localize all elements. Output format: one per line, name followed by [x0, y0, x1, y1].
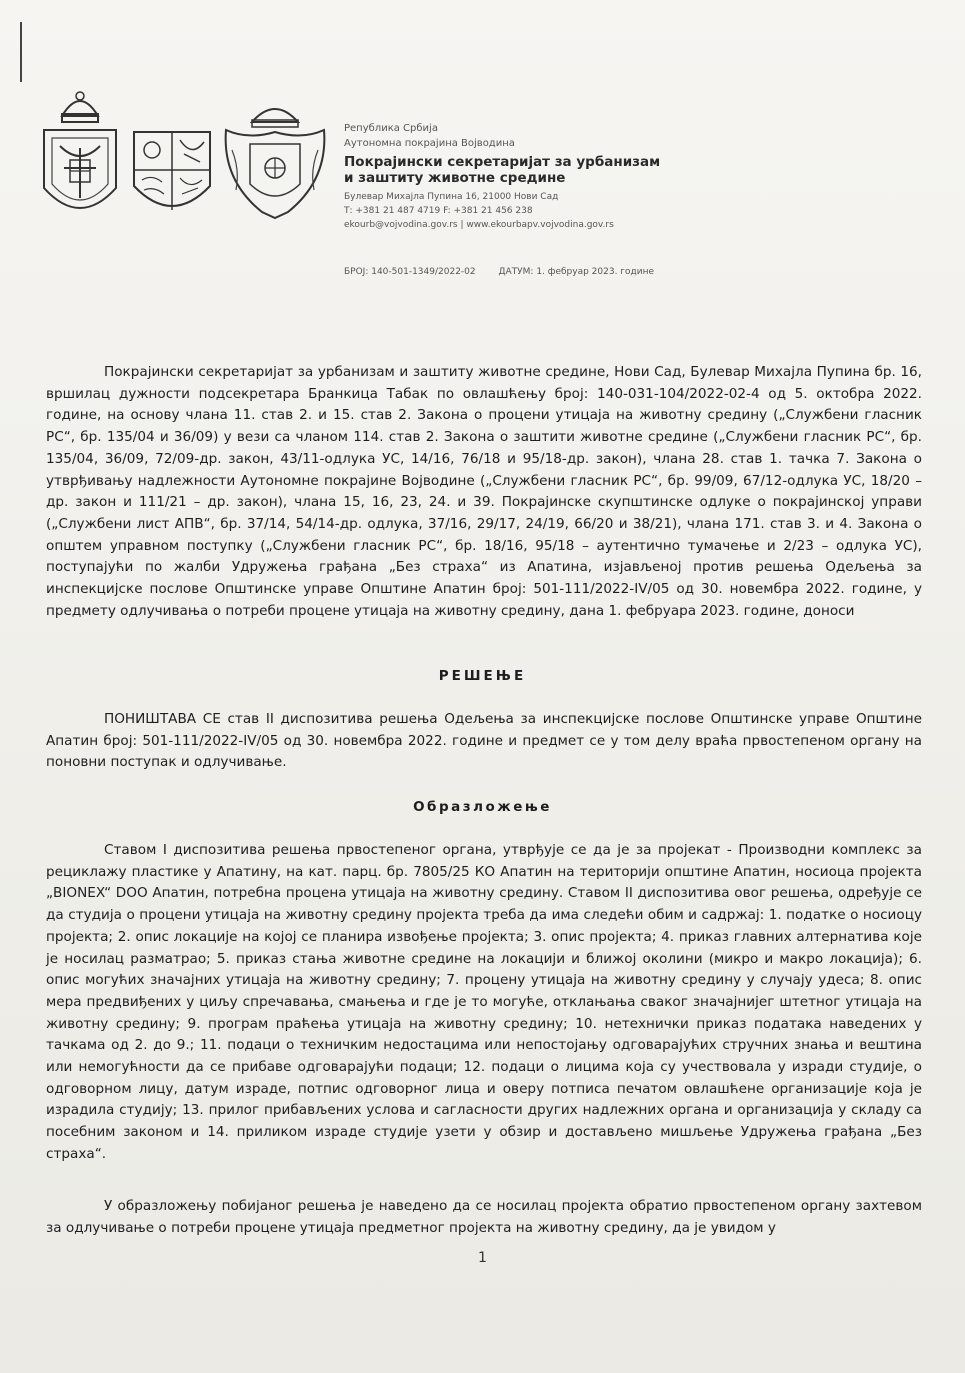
- province-line: Аутономна покрајина Војводина: [344, 138, 515, 149]
- document-number: БРОЈ: 140-501-1349/2022-02: [344, 267, 476, 277]
- institution-phone: Т: +381 21 487 4719 F: +381 21 456 238: [344, 206, 533, 216]
- page-edge-mark: [20, 22, 22, 82]
- reasoning-paragraph-1: Ставом I диспозитива решења првостепеног органа, утврђује се да је за пројекат - Производни комплекс за рециклажу пластике у Апатину, на кат. парц. бр. 7805/25 КО Апатин на територији општине Апатин, носиоца пројекта „BIONEX“ DOO Апатин, потребна процена утицаја на животну средину. Ставом II диспозитива овог решења, одређује се да студија о процени утицаја на животну средину пројекта треба да има следећи обим и садржај: 1. податке о носиоцу пројекта; 2. опис локације на којој се планира извођење пројекта; 3. опис пројекта; 4. приказ главних алтернатива које је носилац разматрао; 5. приказ стања животне средине на локацији и ближој околини (микро и макро локација); 6. опис могућих значајних утицаја на животну средину; 7. процену утицаја на животну средину у случају удеса; 8. опис мера предвиђених у циљу спречавања, смањења и где је то могуће, отклањања сваког значајнијег штетног утицаја на животну средину; 9. програм праћења утицаја на животну средину; 10. нетехнички приказ података наведених у тачкама од 2. до 9.; 11. подаци о техничким недостацима или непостојању одговарајућих стручних знања и вештина или немогућности да се прибаве одговарајући подаци; 12. подаци о лицима која су учествовала у изради студије, о одговорном лицу, датум израде, потпис одговорног лица и оверу потписа печатом овлашћене организације која је израдила студију; 13. прилог прибављених услова и сагласности других надлежних органа и организација у складу са посебним законом и 14. приликом израде студије узети у обзир и достављено мишљење Удружења грађана „Без страха“.: [46, 842, 922, 1162]
- country-line: Република Србија: [344, 123, 438, 134]
- reasoning-paragraph-2: У образложењу побијаног решења је наведено да се носилац пројекта обратио првостепеном органу захтевом за одлучивање о потреби процене утицаја предметног пројекта на животну средину, да је увидом у: [46, 1198, 922, 1236]
- institution-contact: ekourb@vojvodina.gov.rs | www.ekourbapv.vojvodina.gov.rs: [344, 220, 614, 230]
- decision-paragraph: ПОНИШТАВА СЕ став II диспозитива решења Одељења за инспекцијске послове Општинске управе Општине Апатин број: 501-111/2022-IV/05 од 30. новембра 2022. године и предмет се у том делу враћа првостепеном органу на поновни поступак и одлучивање.: [46, 711, 922, 771]
- document-date: ДАТУМ: 1. фебруар 2023. године: [498, 267, 655, 277]
- serbia-coat-of-arms-icon: [40, 88, 120, 228]
- institution-title-line1: Покрајински секретаријат за урбанизам: [344, 154, 661, 170]
- decision-heading: РЕШЕЊЕ: [438, 668, 527, 684]
- reasoning-heading: Образложење: [413, 799, 552, 815]
- coat-of-arms-group: [40, 88, 330, 228]
- province-crowned-arms-icon: [222, 100, 328, 220]
- institution-title-line2: и заштиту животне средине: [344, 170, 566, 186]
- document-reference: [344, 267, 674, 277]
- institution-address: Булевар Михајла Пупина 16, 21000 Нови Сад: [344, 192, 559, 202]
- letterhead: [344, 121, 904, 232]
- page-number: 1: [478, 1250, 487, 1266]
- vojvodina-coat-of-arms-icon: [132, 130, 212, 220]
- intro-paragraph: Покрајински секретаријат за урбанизам и заштиту животне средине, Нови Сад, Булевар Михајла Пупина бр. 16, вршилац дужности подсекретара Бранкица Табак по овлашћењу број: 140-031-104/2022-02-4 од 5. октобра 2022. године, на основу члана 11. став 2. и 15. став 2. Закона о процени утицаја на животну средину („Службени гласник РС“, бр. 135/04 и 36/09) у вези са чланом 114. став 2. Закона о заштити животне средине („Службени гласник РС“, бр. 135/04, 36/09, 72/09-др. закон, 43/11-одлука УС, 14/16, 76/18 и 95/18-др. закон), члана 28. став 1. тачка 7. Закона о утврђивању надлежности Аутономне покрајине Војводине („Службени гласник РС“, бр. 99/09, 67/12-одлука УС, 18/20 – др. закон и 111/21 – др. закон), члана 15, 16, 23, 24. и 39. Покрајинске скупштинске одлуке о покрајинској управи („Службени лист АПВ“, бр. 37/14, 54/14-др. одлука, 37/16, 29/17, 24/19, 66/20 и 38/21), члана 171. став 3. и 4. Закона о општем управном поступку („Службени гласник РС“, бр. 18/16, 95/18 – аутентично тумачење и 2/23 – одлука УС), поступајући по жалби Удружења грађана „Без страха“ из Апатина, изјављеној против решења Одељења за инспекцијске послове Општинске управе Општине Апатин број: 501-111/2022-IV/05 од 30. новембра 2022. године, у предмету одлучивања о потреби процене утицаја на животну средину, дана 1. фебруара 2023. године, доноси: [46, 364, 922, 619]
